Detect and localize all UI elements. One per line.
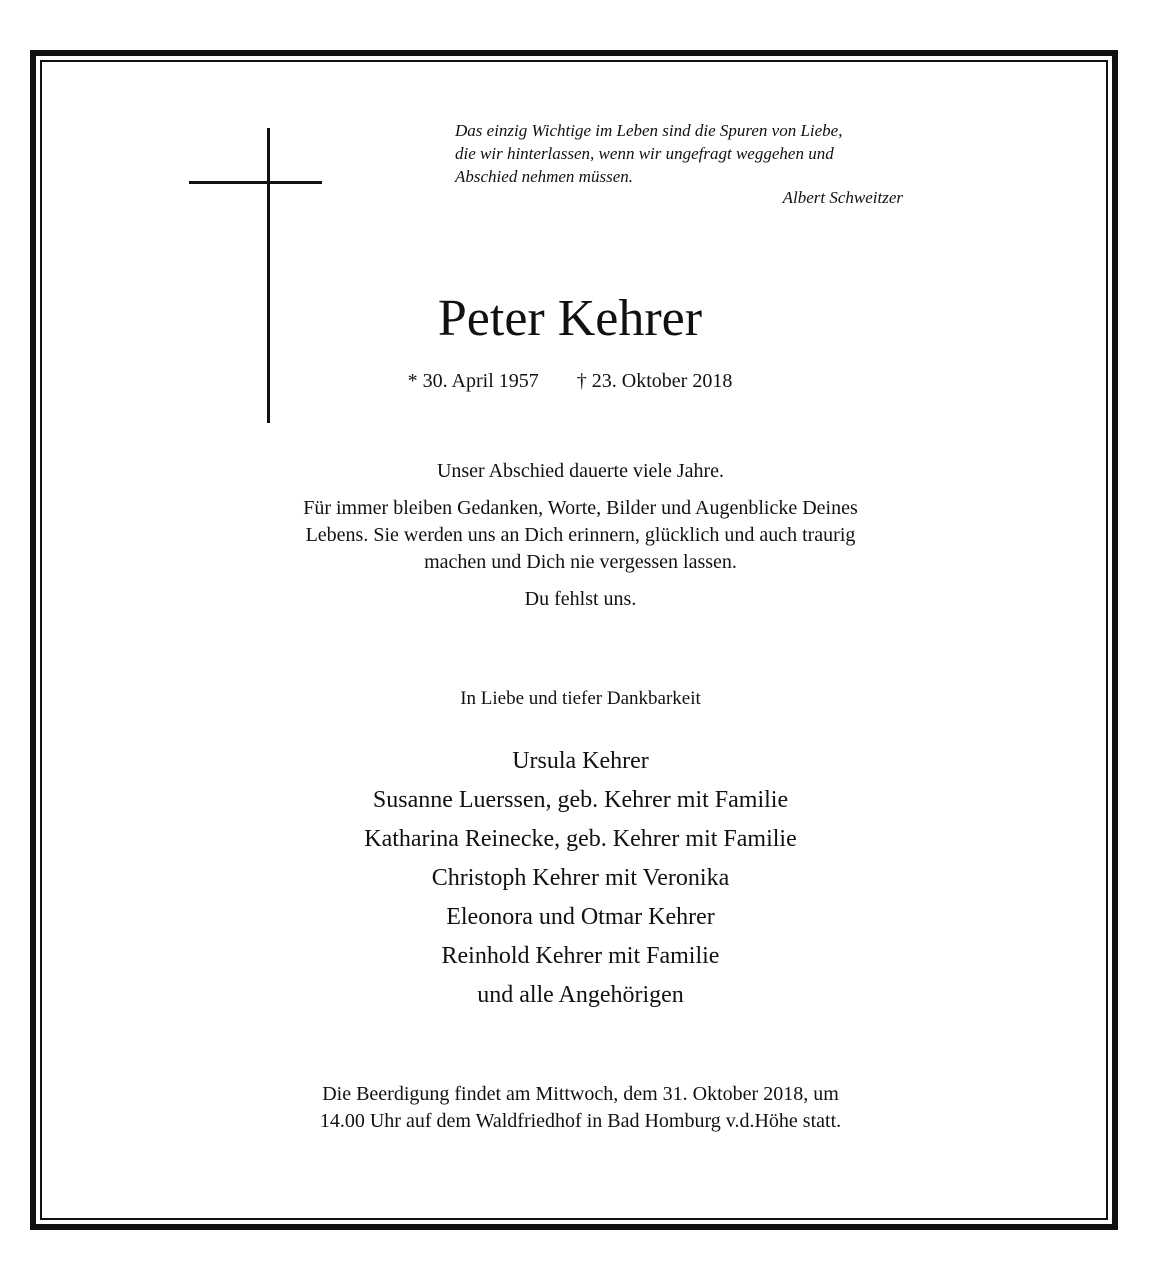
message-closing: Du fehlst uns.: [524, 588, 637, 610]
funeral-line: 14.00 Uhr auf dem Waldfriedhof in Bad Homburg v.d.Höhe statt.: [319, 1110, 842, 1132]
mourner: Ursula Kehrer: [512, 748, 649, 774]
double-border-frame: [30, 50, 1118, 1230]
mourner: Susanne Luerssen, geb. Kehrer mit Familie: [372, 787, 789, 813]
message-paragraph: [0, 495, 1161, 576]
funeral-notice: [0, 1081, 1161, 1135]
quote-line: die wir hinterlassen, wenn wir ungefragt weggehen und: [455, 144, 834, 163]
life-dates: [300, 368, 840, 394]
quote-author: Albert Schweitzer: [782, 188, 903, 207]
mourner: Eleonora und Otmar Kehrer: [446, 904, 715, 930]
cross-icon-bar: [189, 181, 322, 184]
message-paragraph-line: machen und Dich nie vergessen lassen.: [424, 551, 737, 573]
mourner: Reinhold Kehrer mit Familie: [441, 943, 720, 969]
message-paragraph-line: Für immer bleiben Gedanken, Worte, Bilder und Augenblicke Deines: [303, 497, 858, 519]
mourner: Christoph Kehrer mit Veronika: [431, 865, 730, 891]
cross-icon: [267, 128, 270, 423]
quote-line: Das einzig Wichtige im Leben sind die Spuren von Liebe,: [455, 121, 843, 140]
death-date: † 23. Oktober 2018: [576, 370, 733, 392]
message-paragraph-line: Lebens. Sie werden uns an Dich erinnern, glücklich und auch traurig: [305, 524, 856, 546]
deceased-name: Peter Kehrer: [437, 290, 703, 347]
mourners-list: [0, 742, 1161, 1015]
mourner: und alle Angehörigen: [477, 982, 684, 1008]
mourner: Katharina Reinecke, geb. Kehrer mit Familie: [364, 826, 797, 852]
quote-line: Abschied nehmen müssen.: [455, 167, 633, 186]
funeral-line: Die Beerdigung findet am Mittwoch, dem 31. Oktober 2018, um: [322, 1083, 839, 1105]
quote: [455, 119, 935, 188]
dedication: In Liebe und tiefer Dankbarkeit: [460, 688, 701, 709]
message-line: Unser Abschied dauerte viele Jahre.: [436, 460, 725, 482]
birth-date: * 30. April 1957: [407, 370, 539, 392]
